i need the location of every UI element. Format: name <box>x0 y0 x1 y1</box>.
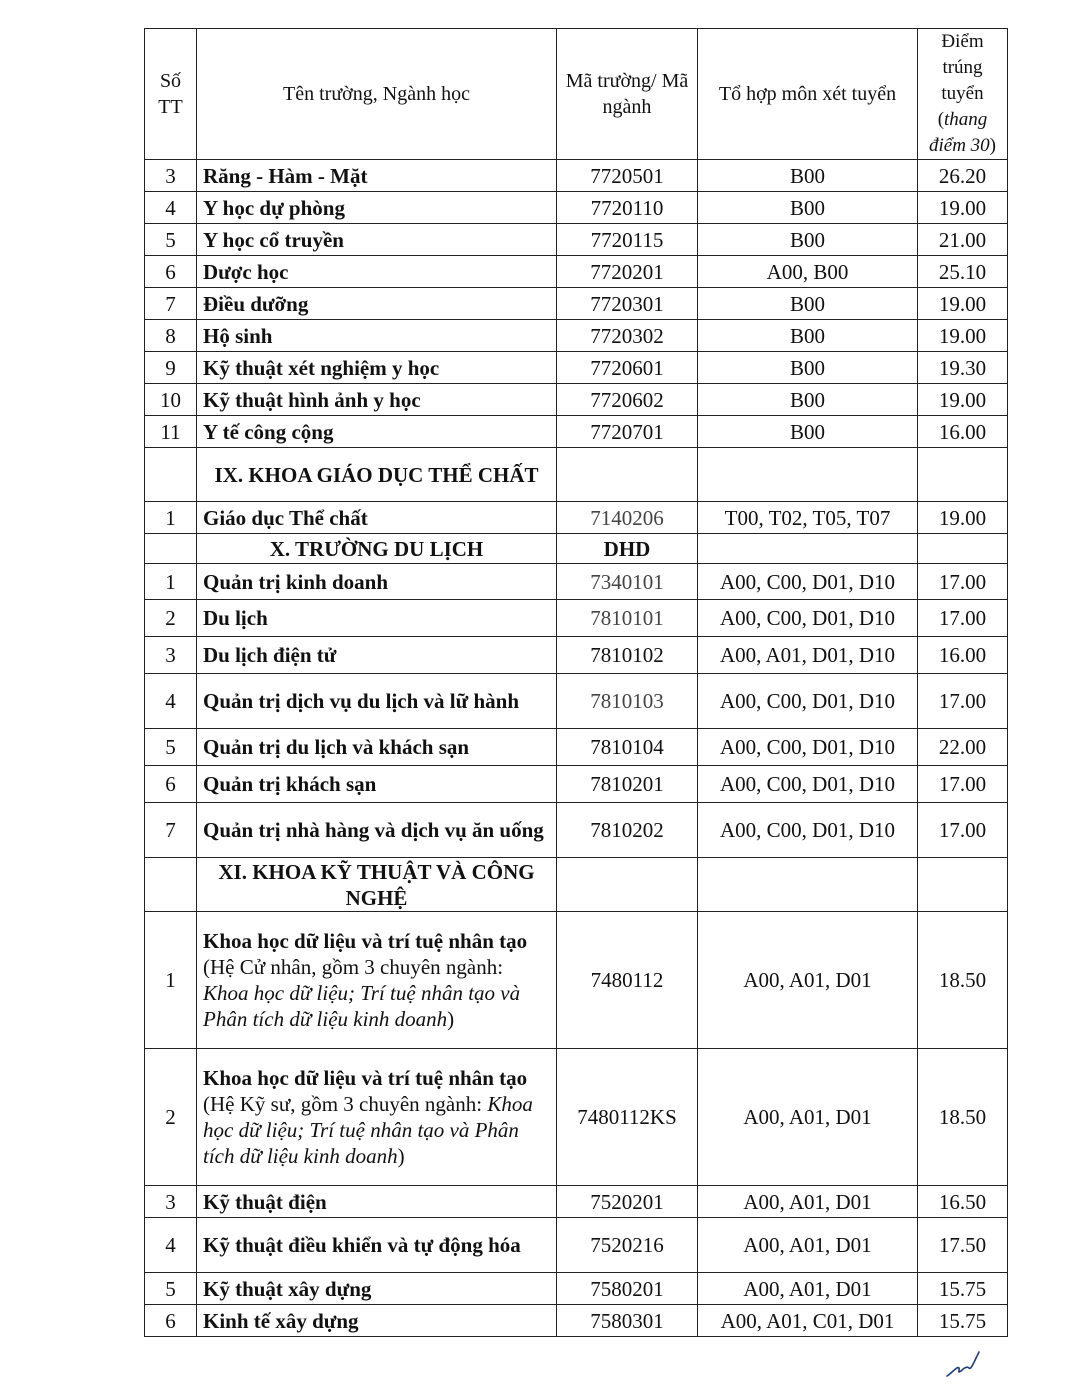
row-major-name: Kỹ thuật điện <box>197 1186 557 1218</box>
major-name-close: ) <box>397 1144 405 1168</box>
row-major-name: Kỹ thuật hình ảnh y học <box>197 384 557 416</box>
table-row <box>145 416 1008 448</box>
table-header-row <box>145 29 1008 160</box>
row-subject-combo: B00 <box>698 352 918 384</box>
row-major-name: Du lịch điện tử <box>197 637 557 674</box>
header-score-paren-close: ) <box>989 135 996 156</box>
table-row <box>145 600 1008 637</box>
table-body <box>145 160 1008 1337</box>
row-subject-combo: B00 <box>698 192 918 224</box>
row-stt: 10 <box>145 384 197 416</box>
row-subject-combo: B00 <box>698 384 918 416</box>
row-stt: 4 <box>145 674 197 729</box>
section-title: X. TRƯỜNG DU LỊCH <box>197 534 557 564</box>
row-combo-empty <box>698 858 918 912</box>
row-score: 15.75 <box>918 1305 1008 1337</box>
row-subject-combo: B00 <box>698 320 918 352</box>
table-row <box>145 256 1008 288</box>
row-combo-empty <box>698 534 918 564</box>
row-score: 19.00 <box>918 288 1008 320</box>
table-row <box>145 160 1008 192</box>
header-combo: Tổ hợp môn xét tuyển <box>698 29 918 160</box>
row-stt: 2 <box>145 1049 197 1186</box>
row-major-code: 7810102 <box>557 637 698 674</box>
row-stt: 6 <box>145 1305 197 1337</box>
section-row <box>145 534 1008 564</box>
row-major-name: Kỹ thuật điều khiển và tự động hóa <box>197 1218 557 1273</box>
table-row <box>145 564 1008 600</box>
row-stt: 3 <box>145 160 197 192</box>
row-subject-combo: A00, A01, D01 <box>698 1186 918 1218</box>
table-row <box>145 1186 1008 1218</box>
row-score-empty <box>918 448 1008 502</box>
row-major-name: Kinh tế xây dựng <box>197 1305 557 1337</box>
section-code <box>557 448 698 502</box>
admission-score-table <box>144 28 1008 1337</box>
row-score: 17.00 <box>918 600 1008 637</box>
table-row <box>145 288 1008 320</box>
row-major-code: 7720115 <box>557 224 698 256</box>
row-subject-combo: A00, A01, C01, D01 <box>698 1305 918 1337</box>
row-score: 17.00 <box>918 564 1008 600</box>
row-score: 17.00 <box>918 674 1008 729</box>
row-major-code: 7810201 <box>557 766 698 803</box>
section-code <box>557 858 698 912</box>
row-major-name: Giáo dục Thể chất <box>197 502 557 534</box>
row-subject-combo: A00, C00, D01, D10 <box>698 729 918 766</box>
header-name: Tên trường, Ngành học <box>197 29 557 160</box>
row-score: 19.00 <box>918 192 1008 224</box>
row-subject-combo: A00, C00, D01, D10 <box>698 600 918 637</box>
row-major-name: Quản trị kinh doanh <box>197 564 557 600</box>
table-row <box>145 1218 1008 1273</box>
row-stt: 5 <box>145 729 197 766</box>
header-score-paren-open: ( <box>937 109 945 130</box>
row-subject-combo: B00 <box>698 160 918 192</box>
table-row <box>145 912 1008 1049</box>
row-score: 15.75 <box>918 1273 1008 1305</box>
row-subject-combo: B00 <box>698 288 918 320</box>
row-major-code: 7720201 <box>557 256 698 288</box>
row-stt: 1 <box>145 502 197 534</box>
major-name-note: (Hệ Kỹ sư, gồm 3 chuyên ngành: <box>203 1092 488 1116</box>
row-major-code: 7720302 <box>557 320 698 352</box>
row-major-name: Hộ sinh <box>197 320 557 352</box>
row-major-code: 7140206 <box>557 502 698 534</box>
row-subject-combo: A00, A01, D01 <box>698 1049 918 1186</box>
row-stt: 7 <box>145 803 197 858</box>
signature-mark <box>945 1346 981 1380</box>
header-score-scale: thang điểm 30 <box>928 109 990 156</box>
row-major-code: 7810202 <box>557 803 698 858</box>
row-stt-empty <box>145 448 197 502</box>
table-row <box>145 502 1008 534</box>
row-stt: 1 <box>145 912 197 1049</box>
row-score: 25.10 <box>918 256 1008 288</box>
row-subject-combo: A00, A01, D01, D10 <box>698 637 918 674</box>
row-subject-combo: A00, A01, D01 <box>698 912 918 1049</box>
row-score: 26.20 <box>918 160 1008 192</box>
header-score <box>918 29 1008 160</box>
row-subject-combo: A00, C00, D01, D10 <box>698 803 918 858</box>
row-major-code: 7480112KS <box>557 1049 698 1186</box>
row-major-code: 7720602 <box>557 384 698 416</box>
row-major-name: Dược học <box>197 256 557 288</box>
row-score-empty <box>918 858 1008 912</box>
table-row <box>145 637 1008 674</box>
major-name-bold: Khoa học dữ liệu và trí tuệ nhân tạo <box>203 929 528 953</box>
row-subject-combo: A00, A01, D01 <box>698 1218 918 1273</box>
row-major-name: Quản trị khách sạn <box>197 766 557 803</box>
row-major-name: Kỹ thuật xét nghiệm y học <box>197 352 557 384</box>
section-row <box>145 858 1008 912</box>
row-major-name: Y học cổ truyền <box>197 224 557 256</box>
section-code: DHD <box>557 534 698 564</box>
row-stt: 11 <box>145 416 197 448</box>
row-stt: 8 <box>145 320 197 352</box>
row-score-empty <box>918 534 1008 564</box>
row-subject-combo: A00, C00, D01, D10 <box>698 766 918 803</box>
row-score: 16.00 <box>918 416 1008 448</box>
table-row <box>145 1305 1008 1337</box>
row-stt: 6 <box>145 256 197 288</box>
row-major-name <box>197 1049 557 1186</box>
row-stt-empty <box>145 534 197 564</box>
row-score: 19.00 <box>918 320 1008 352</box>
row-major-code: 7580201 <box>557 1273 698 1305</box>
row-major-code: 7810104 <box>557 729 698 766</box>
table-row <box>145 729 1008 766</box>
row-major-code: 7720701 <box>557 416 698 448</box>
row-subject-combo: A00, A01, D01 <box>698 1273 918 1305</box>
row-major-name: Quản trị dịch vụ du lịch và lữ hành <box>197 674 557 729</box>
row-score: 18.50 <box>918 912 1008 1049</box>
row-stt: 9 <box>145 352 197 384</box>
row-stt: 7 <box>145 288 197 320</box>
row-major-code: 7520216 <box>557 1218 698 1273</box>
row-major-code: 7720501 <box>557 160 698 192</box>
row-major-name: Răng - Hàm - Mặt <box>197 160 557 192</box>
row-major-name: Quản trị du lịch và khách sạn <box>197 729 557 766</box>
row-major-code: 7810101 <box>557 600 698 637</box>
header-stt: Số TT <box>145 29 197 160</box>
row-major-code: 7720301 <box>557 288 698 320</box>
row-major-code: 7720110 <box>557 192 698 224</box>
row-score: 22.00 <box>918 729 1008 766</box>
row-stt: 3 <box>145 1186 197 1218</box>
row-score: 17.50 <box>918 1218 1008 1273</box>
row-major-code: 7580301 <box>557 1305 698 1337</box>
section-row <box>145 448 1008 502</box>
row-score: 17.00 <box>918 766 1008 803</box>
row-stt: 2 <box>145 600 197 637</box>
row-score: 19.30 <box>918 352 1008 384</box>
row-major-name: Y học dự phòng <box>197 192 557 224</box>
major-name-close: ) <box>447 1007 455 1031</box>
row-major-name: Y tế công cộng <box>197 416 557 448</box>
row-major-code: 7810103 <box>557 674 698 729</box>
row-major-name <box>197 912 557 1049</box>
major-name-specializations: Khoa học dữ liệu; Trí tuệ nhân tạo và Phân tích dữ liệu kinh doanh <box>203 981 521 1031</box>
row-stt: 5 <box>145 1273 197 1305</box>
row-score: 17.00 <box>918 803 1008 858</box>
row-major-code: 7720601 <box>557 352 698 384</box>
table-row <box>145 224 1008 256</box>
row-stt: 4 <box>145 1218 197 1273</box>
row-stt-empty <box>145 858 197 912</box>
row-score: 18.50 <box>918 1049 1008 1186</box>
row-major-name: Du lịch <box>197 600 557 637</box>
row-stt: 1 <box>145 564 197 600</box>
row-major-name: Điều dưỡng <box>197 288 557 320</box>
row-stt: 4 <box>145 192 197 224</box>
table-row <box>145 803 1008 858</box>
table-row <box>145 320 1008 352</box>
section-title: IX. KHOA GIÁO DỤC THỂ CHẤT <box>197 448 557 502</box>
row-major-code: 7520201 <box>557 1186 698 1218</box>
row-stt: 5 <box>145 224 197 256</box>
table-row <box>145 766 1008 803</box>
row-combo-empty <box>698 448 918 502</box>
row-score: 16.50 <box>918 1186 1008 1218</box>
row-score: 19.00 <box>918 384 1008 416</box>
row-score: 16.00 <box>918 637 1008 674</box>
header-code: Mã trường/ Mã ngành <box>557 29 698 160</box>
row-stt: 6 <box>145 766 197 803</box>
row-subject-combo: B00 <box>698 224 918 256</box>
major-name-bold: Khoa học dữ liệu và trí tuệ nhân tạo <box>203 1066 528 1090</box>
row-subject-combo: B00 <box>698 416 918 448</box>
table-row <box>145 352 1008 384</box>
row-score: 19.00 <box>918 502 1008 534</box>
row-major-name: Kỹ thuật xây dựng <box>197 1273 557 1305</box>
table-row <box>145 1273 1008 1305</box>
table-row <box>145 384 1008 416</box>
row-score: 21.00 <box>918 224 1008 256</box>
row-major-code: 7480112 <box>557 912 698 1049</box>
table-row <box>145 1049 1008 1186</box>
row-stt: 3 <box>145 637 197 674</box>
row-subject-combo: A00, C00, D01, D10 <box>698 674 918 729</box>
row-major-code: 7340101 <box>557 564 698 600</box>
header-score-label: Điểm trúng tuyển <box>941 31 984 104</box>
table-row <box>145 192 1008 224</box>
row-subject-combo: A00, B00 <box>698 256 918 288</box>
major-name-note: (Hệ Cử nhân, gồm 3 chuyên ngành: <box>203 955 504 979</box>
row-major-name: Quản trị nhà hàng và dịch vụ ăn uống <box>197 803 557 858</box>
table-row <box>145 674 1008 729</box>
section-title: XI. KHOA KỸ THUẬT VÀ CÔNG NGHỆ <box>197 858 557 912</box>
row-subject-combo: A00, C00, D01, D10 <box>698 564 918 600</box>
major-name-specializations: Khoa học dữ liệu; Trí tuệ nhân tạo và Phân tích dữ liệu kinh doanh <box>203 1092 533 1168</box>
row-subject-combo: T00, T02, T05, T07 <box>698 502 918 534</box>
